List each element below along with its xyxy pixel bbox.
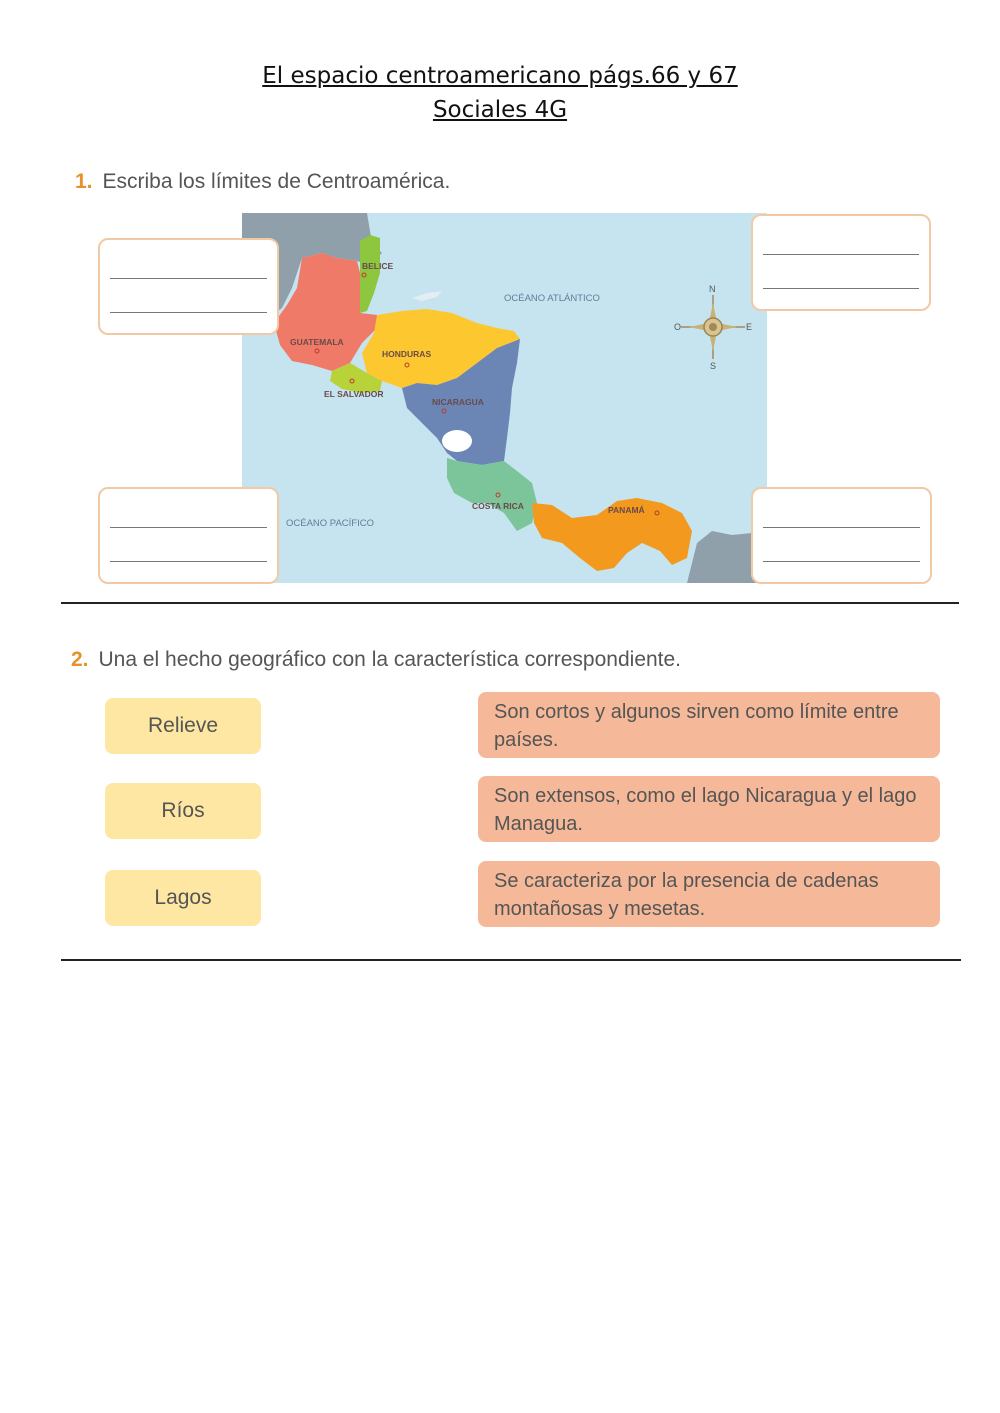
- answer-line: [110, 527, 267, 528]
- compass-e: E: [746, 322, 753, 332]
- compass-o: O: [674, 322, 682, 332]
- description-3[interactable]: [478, 861, 940, 927]
- label-belice: BELICE: [362, 261, 394, 271]
- description-3-line-1: Se caracteriza por la presencia de cadenas: [494, 870, 879, 892]
- term-relieve[interactable]: Relieve: [105, 698, 261, 754]
- boundary-answer-box-south[interactable]: [751, 487, 932, 584]
- question-2-number: 2.: [71, 648, 89, 671]
- description-3-line-2: montañosas y mesetas.: [494, 898, 706, 920]
- belice-shape: [360, 235, 380, 313]
- answer-line: [110, 312, 267, 313]
- label-guatemala: GUATEMALA: [290, 337, 344, 347]
- label-atlantic-ocean: OCÉANO ATLÁNTICO: [504, 293, 600, 304]
- island: [412, 291, 442, 301]
- worksheet-title: El espacio centroamericano págs.66 y 67: [262, 63, 738, 89]
- lake-nicaragua: [442, 430, 472, 452]
- question-2: [71, 648, 681, 672]
- boundary-answer-box-east[interactable]: [751, 214, 931, 311]
- description-1-line-2: países.: [494, 729, 559, 751]
- answer-line: [763, 561, 920, 562]
- label-costa-rica: COSTA RICA: [472, 501, 524, 511]
- answer-line: [763, 254, 919, 255]
- section-divider: [61, 602, 959, 604]
- central-america-map: [242, 213, 767, 583]
- compass-s: S: [710, 361, 717, 371]
- description-2[interactable]: [478, 776, 940, 842]
- label-honduras: HONDURAS: [382, 349, 432, 359]
- question-1-text: Escriba los límites de Centroamérica.: [102, 170, 451, 193]
- description-2-line-2: Managua.: [494, 813, 583, 835]
- description-1[interactable]: [478, 692, 940, 758]
- answer-line: [763, 527, 920, 528]
- worksheet-subtitle: Sociales 4G: [432, 97, 568, 123]
- label-nicaragua: NICARAGUA: [432, 397, 484, 407]
- description-2-line-1: Son extensos, como el lago Nicaragua y el lago: [494, 785, 917, 807]
- question-1-number: 1.: [75, 170, 93, 193]
- label-pacific-ocean: OCÉANO PACÍFICO: [286, 518, 374, 529]
- costa-rica-shape: [447, 458, 537, 531]
- question-2-text: Una el hecho geográfico con la característica correspondiente.: [98, 648, 682, 671]
- description-1-line-1: Son cortos y algunos sirven como límite entre: [494, 701, 899, 723]
- term-rios[interactable]: Ríos: [105, 783, 261, 839]
- boundary-answer-box-north[interactable]: [98, 238, 279, 335]
- section-divider: [61, 959, 961, 961]
- answer-line: [763, 288, 919, 289]
- answer-line: [110, 561, 267, 562]
- boundary-answer-box-west[interactable]: [98, 487, 279, 584]
- question-1: [75, 170, 450, 194]
- label-el-salvador: EL SALVADOR: [324, 389, 384, 399]
- answer-line: [110, 278, 267, 279]
- label-panama: PANAMÁ: [608, 505, 645, 515]
- compass-n: N: [709, 284, 716, 294]
- term-lagos[interactable]: Lagos: [105, 870, 261, 926]
- map-svg: [242, 213, 767, 583]
- compass-rose-icon: [674, 284, 752, 371]
